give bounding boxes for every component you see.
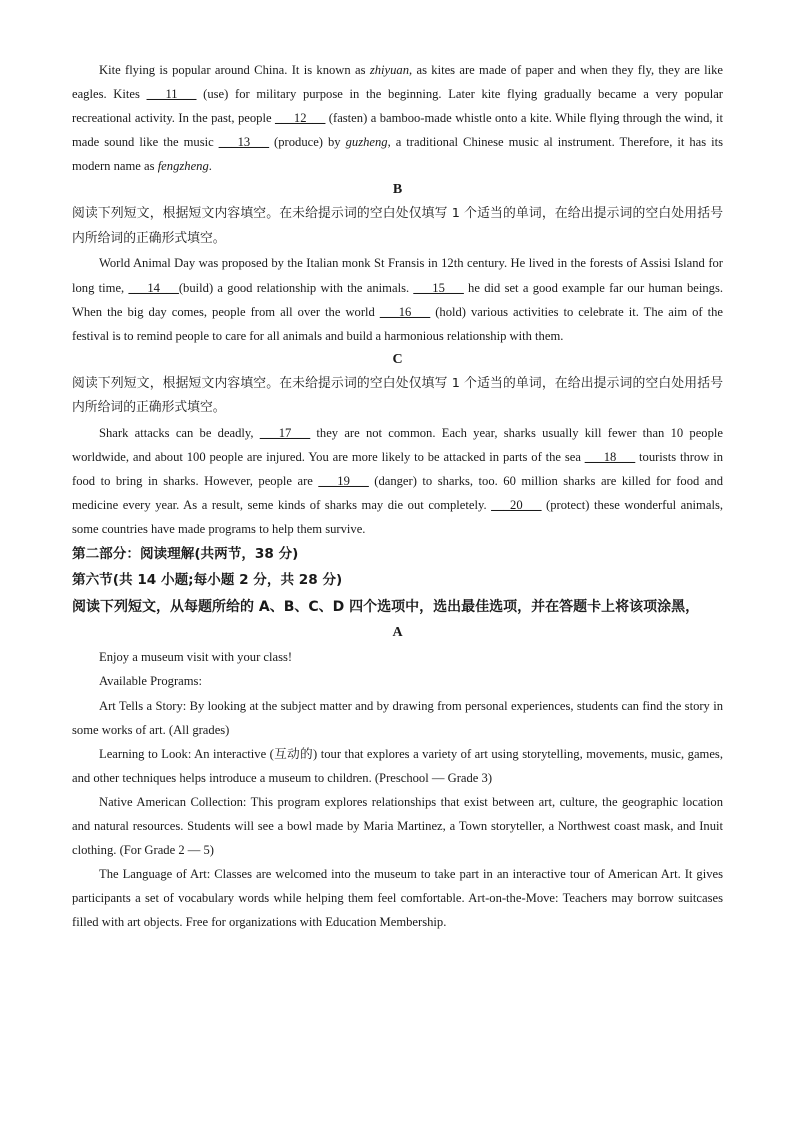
section-six-title: 第六节(共 14 小题;每小题 2 分，共 28 分)	[72, 572, 343, 589]
blank-16[interactable]: ___16___	[379, 304, 431, 319]
text: they are not common. Each year, sharks usually kill fewer than 10 people worldwide, and about 100 people are injured. You are more likely to be attacked in parts of the sea	[72, 425, 723, 464]
reading-instruction: 阅读下列短文，从每题所给的 A、B、C、D 四个选项中，选出最佳选项，并在答题卡上将该项涂黑，	[72, 599, 700, 616]
text: (build) a good relationship with the animals.	[178, 280, 414, 295]
reading-a-heading: A	[392, 625, 403, 641]
section-c-heading: C	[392, 351, 403, 367]
blank-17[interactable]: ___17___	[259, 425, 311, 440]
text: Shark attacks can be deadly,	[99, 425, 260, 440]
text: .	[208, 159, 212, 174]
text: , as kites are made of paper and when they fly, they are like eagles. Kites	[72, 63, 723, 102]
text: , a traditional Chinese music al instrument. Therefore, it has its modern name as	[72, 135, 723, 174]
text: World Animal Day was proposed by the Italian monk St Fransis in 12th century. He lived in the forests of Assisi Island for long time,	[72, 256, 723, 295]
text: (protect) these wonderful animals, some countries have made programs to help them survive.	[72, 498, 723, 537]
text: Kite flying is popular around China. It is known as	[99, 63, 370, 77]
pinyin-guzheng: guzheng	[345, 135, 388, 150]
blank-19[interactable]: ___19___	[318, 474, 369, 489]
section-b-instruction: 阅读下列短文，根据短文内容填空。在未给提示词的空白处仅填写 1 个适当的单词，在给出提示词的空白处用括号内所给词的正确形式填空。	[72, 206, 723, 246]
text: tourists throw in food to bring in sharks. However, people are	[72, 449, 723, 489]
shark-passage	[72, 421, 723, 541]
section-c-instruction: 阅读下列短文，根据短文内容填空。在未给提示词的空白处仅填写 1 个适当的单词，在给出提示词的空白处用括号内所给词的正确形式填空。	[72, 375, 723, 416]
kite-passage	[72, 58, 723, 178]
pinyin-fengzheng: fengzheng	[157, 159, 209, 174]
text: (produce) by	[269, 135, 346, 150]
pinyin-zhiyuan: zhiyuan	[369, 63, 410, 77]
text: he did set a good example far our human beings. When the big day comes, people from all over the world	[72, 280, 723, 319]
blank-13[interactable]: ___13___	[218, 135, 270, 150]
blank-12[interactable]: ___12___	[275, 111, 326, 126]
animal-day-passage	[72, 251, 723, 347]
text: (use) for military purpose in the beginning. Later kite flying gradually became a very popular recreational activity. In the past, people	[72, 87, 723, 126]
blank-18[interactable]: ___18___	[584, 449, 636, 464]
document-page	[72, 58, 723, 934]
reading-a-intro: Enjoy a museum visit with your class!	[99, 650, 293, 665]
blank-15[interactable]: ___15___	[413, 280, 464, 295]
blank-11[interactable]: ___11___	[146, 87, 197, 102]
program-art-tells-story: Art Tells a Story: By looking at the subject matter and by drawing from personal experiences, students can find the story in some works of art. (All grades)	[72, 698, 723, 737]
program-native-american: Native American Collection: This program explores relationships that exist between art, culture, the geographic location and natural resources. Students will see a bowl made by Maria Martinez, a Town storyteller, a Northwest coast mask, and Inuit clothing. (For Grade 2 — 5)	[72, 794, 723, 858]
blank-20[interactable]: ___20___	[491, 498, 542, 513]
text: (hold) various activities to celebrate it. The aim of the festival is to remind people to care for all animals and build a harmonious relationship with them.	[72, 304, 723, 343]
text: (danger) to sharks, too. 60 million sharks are killed for food and medicine every year. As a result, seme kinds of sharks may die out completely.	[72, 474, 723, 513]
program-language-of-art: The Language of Art: Classes are welcomed into the museum to take part in an interactive tour of American Art. It gives participants a set of vocabulary words while helping them feel comfortable. Art-on-the-Move: Teachers may borrow suitcases filled with art objects. Free for organizations with Education Membership.	[72, 867, 723, 930]
program-learning-to-look: Learning to Look: An interactive (互动的) tour that explores a variety of art using storytelling, movements, music, games, and other techniques helps introduce a museum to children. (Preschool — Grade 3)	[72, 746, 723, 785]
section-b-heading: B	[392, 182, 403, 198]
text: (fasten) a bamboo-made whistle onto a kite. While flying through the wind, it made sound like the music	[72, 111, 723, 150]
available-programs-label: Available Programs:	[99, 674, 202, 689]
blank-14[interactable]: ___14___	[128, 280, 179, 295]
part-two-title: 第二部分：阅读理解(共两节，38 分)	[72, 546, 299, 563]
